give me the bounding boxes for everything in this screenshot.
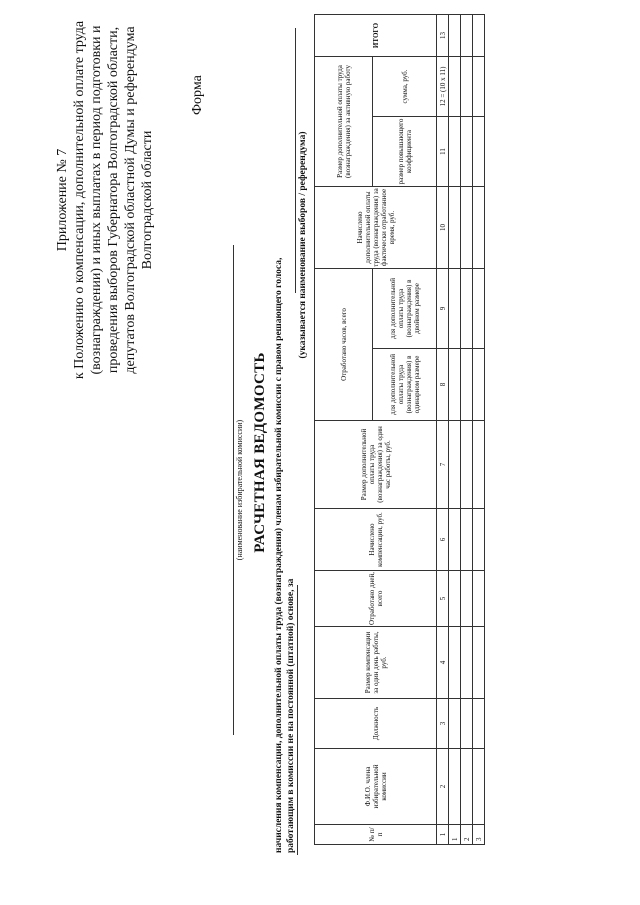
table-cell <box>449 509 461 571</box>
header-extra-pay-hour: Размер дополнительной оплаты труда (вознаграждения) за один час работы, руб. <box>315 421 437 509</box>
column-numbers-row <box>437 14 449 844</box>
appendix-line: к Положению о компенсации, дополнительной оплате труда <box>72 20 87 380</box>
header-comp-accrued: Начислено компенсации, руб. <box>315 509 437 571</box>
table-cell <box>473 116 485 186</box>
form-label: Форма <box>190 75 205 115</box>
header-fio: Ф.И.О. члена избирательной комиссии <box>315 749 437 825</box>
table-cell <box>449 14 461 56</box>
table-cell <box>449 56 461 116</box>
table-cell <box>461 349 473 421</box>
table-cell <box>461 509 473 571</box>
table-cell <box>461 571 473 627</box>
col-number: 7 <box>437 421 449 509</box>
table-cell <box>449 116 461 186</box>
header-sum: сумма, руб. <box>373 56 437 116</box>
table-cell <box>449 699 461 749</box>
header-position: Должность <box>315 699 437 749</box>
table-cell <box>473 749 485 825</box>
col-number: 9 <box>437 268 449 348</box>
col-number: 8 <box>437 349 449 421</box>
table-cell <box>461 421 473 509</box>
appendix-line: депутатов Волгоградской областной Думы и референдума <box>123 26 138 374</box>
header-hours-double: для дополнительной оплаты труда (вознаграждения) в двойном размере <box>373 268 437 348</box>
table-cell <box>473 186 485 268</box>
table-cell <box>449 627 461 699</box>
period-fill-line <box>295 28 296 293</box>
election-name-line <box>297 585 298 855</box>
table-cell <box>461 14 473 56</box>
calculation-table <box>314 14 485 845</box>
col-number: 4 <box>437 627 449 699</box>
row-number: 3 <box>473 825 485 845</box>
table-row <box>461 14 473 844</box>
table-cell <box>473 421 485 509</box>
appendix-header <box>54 5 156 395</box>
col-number: 12 = (10 x 11) <box>437 56 449 116</box>
table-cell <box>461 627 473 699</box>
appendix-line: Волгоградской области <box>140 130 155 270</box>
table-cell <box>473 56 485 116</box>
table-cell <box>449 571 461 627</box>
col-number: 10 <box>437 186 449 268</box>
header-extra-accrued: Начислено дополнительной оплаты труда (вознаграждения) за фактически отработанное время, руб. <box>315 186 437 268</box>
appendix-line: (вознаграждении) и иных выплатах в период подготовки и <box>89 25 104 375</box>
header-hours-single: для дополнительной оплаты труда (вознаграждения) в одинарном размере <box>373 349 437 421</box>
table-cell <box>473 349 485 421</box>
col-number: 13 <box>437 14 449 56</box>
table-cell <box>473 571 485 627</box>
table-cell <box>449 349 461 421</box>
table-cell <box>461 186 473 268</box>
table-cell <box>449 268 461 348</box>
table-cell <box>461 116 473 186</box>
description-line: начисления компенсации, дополнительной оплаты труда (вознаграждения) членам избирательной комиссии с правом решающего голоса, <box>274 257 284 853</box>
table-cell <box>461 268 473 348</box>
col-number: 11 <box>437 116 449 186</box>
header-days-worked: Отработано дней, всего <box>315 571 437 627</box>
table-cell <box>461 749 473 825</box>
col-number: 2 <box>437 749 449 825</box>
appendix-number: Приложение № 7 <box>55 148 70 252</box>
header-no: № п/п <box>315 825 437 845</box>
table-cell <box>449 186 461 268</box>
description-line: работающим в комиссии не на постоянной (штатной) основе, за <box>286 578 296 853</box>
commission-caption: (наименование избирательной комиссии) <box>235 419 244 561</box>
row-number: 1 <box>449 825 461 845</box>
header-comp-size: Размер компенсации за один день работы, руб. <box>315 627 437 699</box>
commission-name-line <box>233 245 234 735</box>
election-caption: (указывается наименование выборов / референдума) <box>298 131 308 359</box>
table-cell <box>449 421 461 509</box>
table-cell <box>473 627 485 699</box>
row-number: 2 <box>461 825 473 845</box>
col-number: 6 <box>437 509 449 571</box>
table-row <box>449 14 461 844</box>
table-row <box>473 14 485 844</box>
table-cell <box>473 14 485 56</box>
document-title: РАСЧЕТНАЯ ВЕДОМОСТЬ <box>252 352 268 553</box>
table-cell <box>461 699 473 749</box>
table-cell <box>473 699 485 749</box>
table-cell <box>461 56 473 116</box>
table-cell <box>449 749 461 825</box>
table-cell <box>473 268 485 348</box>
table-cell <box>473 509 485 571</box>
header-hours-total: Отработано часов, всего <box>315 268 373 420</box>
header-active-work: Размер дополнительной оплаты труда (вознаграждения) за активную работу <box>315 56 373 186</box>
col-number: 1 <box>437 825 449 845</box>
col-number: 5 <box>437 571 449 627</box>
header-coef: размер повышающего коэффициента <box>373 116 437 186</box>
col-number: 3 <box>437 699 449 749</box>
header-total: ИТОГО <box>315 14 437 56</box>
appendix-line: проведения выборов Губернатора Волгоградской области, <box>106 26 121 374</box>
